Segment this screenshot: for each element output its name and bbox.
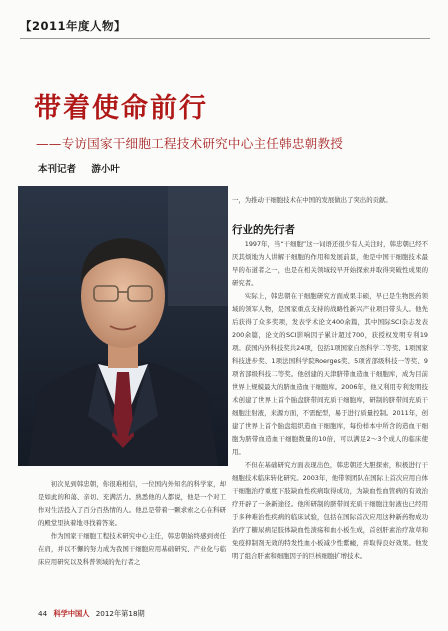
paragraph: 作为国家干细胞工程技术研究中心主任，韩忠朝始终感到责任在肩，并以不懈的努力成为我国干细胞应用基础研究、产业化与临床应用研究以及科普领域的先行者之: [38, 532, 226, 566]
right-column-body: [232, 238, 428, 563]
left-column-body: [38, 478, 226, 569]
paragraph: 不但在基础研究方面表现出色，韩忠朝还大胆探索，积极进行干细胞技术临床转化研究。2003年，他带领团队在国际上首次应用自体干细胞治疗重度下肢缺血性疾病取得成功，为缺血性血管病的有效治疗开辟了一条新途径。他所研制的脐带间充质干细胞注射液也已经用于多种难治性疾病的临床试验，包括在国际首次应用这种新药物成功治疗了糖尿病足肢体缺血性溃疡和血小板生成，首创肝素治疗敌草和免疫抑制剂无效的特发性血小板减少性紫癜，并取得良好效果。他发明了组合肝素和细胞因子的巨核细胞扩增技术。: [232, 461, 428, 560]
byline-role: 本刊记者: [38, 164, 77, 175]
issue-label: 2012年第18期: [95, 609, 145, 618]
header-divider: [20, 38, 430, 39]
paragraph: 实际上，韩忠朝在干细胞研究方面成果丰硕，早已是生物医药领域的领军人物，是国家重点支持的战略性新兴产业项目带头人。他先后获得了众多奖项，发表学术论文400余篇，其中国际SCI杂志发表200余篇，论文的SCI影响因子累计超过700，获授权发明专利19项。获国内外科技奖共24项，包括1项国家自然科学二等奖、1项国家科技进步奖、1项法国科学院Roerges奖、5项省部级科技一等奖、9项省部级科技二等奖。他创建的天津脐带血造血干细胞库，成为目前世界上规模最大的脐血造血干细胞库。2006年，他又利用专利发明技术创建了世界上首个胎盘脐带间充质干细胞库，研制的脐带间充质干细胞注射液，来源方面，不需配型，易于进行质量控制。2011年，创建了世界上首个胎盘组织造血干细胞库，每份样本中所含的造血干细胞为脐带血造血干细胞数量的10倍，可以满足2～3个成人的临床使用。: [232, 292, 428, 456]
page-footer: [38, 609, 145, 619]
magazine-name: 科学中国人: [53, 609, 90, 618]
page-number: 44: [38, 609, 48, 618]
paragraph: 初次见到韩忠朝，你很难相信，一位国内外知名的科学家，却是如此的和蔼、亲切、充满活力。熟悉他的人都说，他是一个对工作对生活投入了百分百热情的人。他总是带着一颗求索之心在科研的殿堂里执着地寻找着答案。: [38, 480, 226, 527]
byline-name: 游小叶: [91, 164, 120, 175]
section-heading: 行业的先行者: [232, 224, 295, 236]
byline: [38, 161, 132, 175]
paragraph: 1997年，当“干细胞”这一词语还很少有人关注时，韩忠朝已经不厌其烦地为人讲解干细胞的作用和发展前景，他是中国干细胞技术最早的布道者之一，也是在相关领域较早开始探索并取得突破性成果的研究者。: [232, 240, 428, 287]
article-title: 带着使命前行: [34, 93, 208, 124]
section-tag: 【2011年度人物】: [20, 19, 127, 33]
portrait-photo: [18, 186, 228, 466]
intro-line: 一，为推动干细胞技术在中国的发展做出了突出的贡献。: [232, 196, 392, 204]
article-subtitle: ——专访国家干细胞工程技术研究中心主任韩忠朝教授: [36, 136, 344, 151]
